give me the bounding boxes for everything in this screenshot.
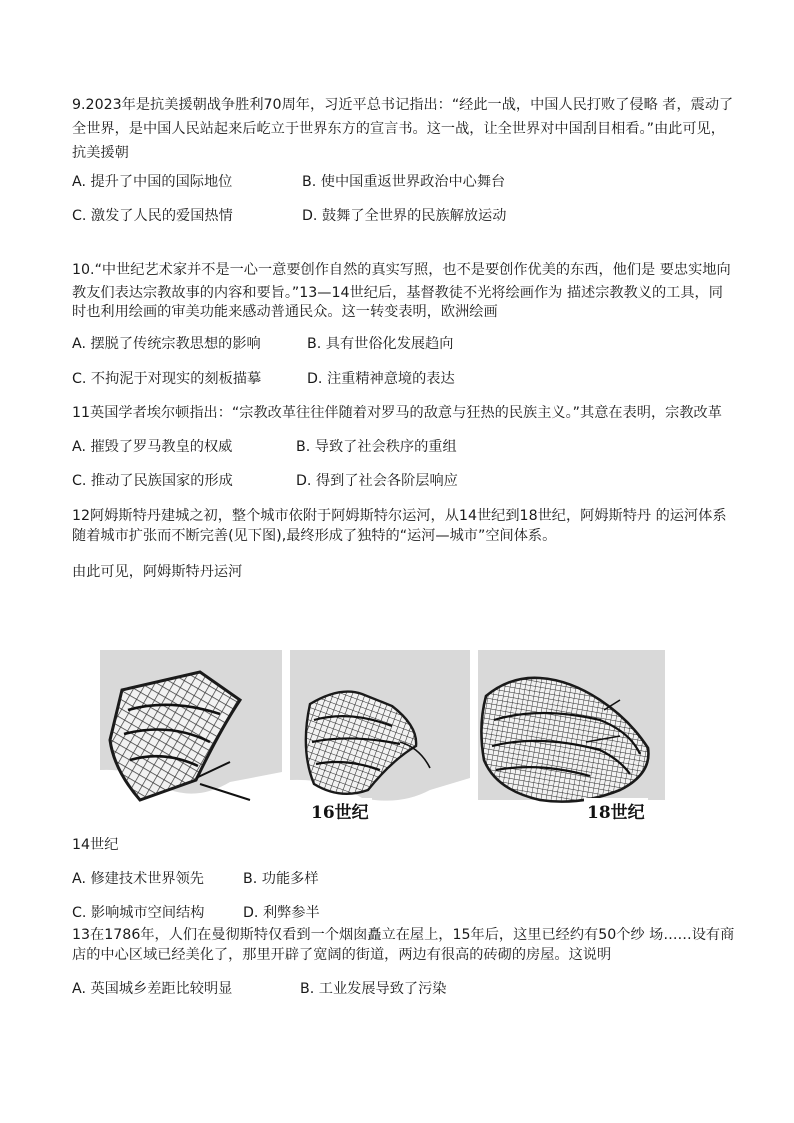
label-18th-century: 18世纪 <box>584 798 648 823</box>
q9-option-d: D. 鼓舞了全世界的民族解放运动 <box>302 208 507 224</box>
map-16th-century <box>290 650 470 820</box>
q11-option-b: B. 导致了社会秩序的重组 <box>296 439 457 455</box>
canal-maps-illustration <box>100 650 665 820</box>
q10-stem-line-3: 时也利用绘画的审美功能来感动普通民众。这一转变表明，欧洲绘画 <box>72 304 498 320</box>
q10-option-a: A. 摆脱了传统宗教思想的影响 <box>72 336 261 352</box>
label-16th-century: 16世纪 <box>308 798 372 823</box>
map-14th-century <box>100 650 282 820</box>
q9-option-b: B. 使中国重返世界政治中心舞台 <box>302 174 506 190</box>
q12-option-c: C. 影响城市空间结构 <box>72 905 205 921</box>
q9-stem-line-1: 9.2023年是抗美援朝战争胜利70周年，习近平总书记指出：“经此一战，中国人民打败了侵略 者，震动了 <box>72 97 734 113</box>
q10-option-b: B. 具有世俗化发展趋向 <box>307 336 454 352</box>
q10-stem-line-1: 10.“中世纪艺术家并不是一心一意要创作自然的真实写照，也不是要创作优美的东西，他们是 要忠实地向 <box>72 262 731 278</box>
q11-option-a: A. 摧毁了罗马教皇的权威 <box>72 439 233 455</box>
q11-option-d: D. 得到了社会各阶层响应 <box>296 473 458 489</box>
q12-stem-line-3: 由此可见，阿姆斯特丹运河 <box>72 564 243 580</box>
q11-option-c: C. 推动了民族国家的形成 <box>72 473 233 489</box>
q9-option-c: C. 激发了人民的爱国热情 <box>72 208 233 224</box>
q9-option-a: A. 提升了中国的国际地位 <box>72 174 233 190</box>
q13-stem-line-2: 店的中心区域已经美化了，那里开辟了宽阔的街道，两边有很高的砖砌的房屋。这说明 <box>72 947 612 963</box>
q12-stem-line-2: 随着城市扩张而不断完善(见下图),最终形成了独特的“运河—城市”空间体系。 <box>72 528 557 544</box>
q10-option-c: C. 不拘泥于对现实的刻板描摹 <box>72 371 262 387</box>
q10-stem-line-2: 教友们表达宗教故事的内容和要旨。”13—14世纪后，基督教徒不光将绘画作为 描述宗教教义的工具，同 <box>72 285 723 301</box>
q12-option-a: A. 修建技术世界领先 <box>72 871 204 887</box>
q13-option-b: B. 工业发展导致了污染 <box>300 981 447 997</box>
q12-stem-line-1: 12阿姆斯特丹建城之初，整个城市依附于阿姆斯特尔运河，从14世纪到18世纪，阿姆斯特丹 的运河体系 <box>72 508 727 524</box>
q9-stem-line-3: 抗美援朝 <box>72 145 129 161</box>
q10-option-d: D. 注重精神意境的表达 <box>307 371 455 387</box>
q13-option-a: A. 英国城乡差距比较明显 <box>72 981 233 997</box>
map-18th-century <box>478 650 665 820</box>
q9-stem-line-2: 全世界，是中国人民站起来后屹立于世界东方的宣言书。这一战，让全世界对中国刮目相看。”由此可见， <box>72 121 725 137</box>
amsterdam-canal-maps-figure <box>100 650 665 823</box>
q13-stem-line-1: 13在1786年，人们在曼彻斯特仅看到一个烟囱矗立在屋上，15年后，这里已经约有50个纱 场……设有商 <box>72 927 735 943</box>
q12-option-b: B. 功能多样 <box>243 871 319 887</box>
label-14th-century: 14世纪 <box>72 837 119 853</box>
q12-option-d: D. 利弊参半 <box>243 905 320 921</box>
q11-stem-line-1: 11英国学者埃尔顿指出：“宗教改革往往伴随着对罗马的敌意与狂热的民族主义。”其意在表明，宗教改革 <box>72 405 722 421</box>
